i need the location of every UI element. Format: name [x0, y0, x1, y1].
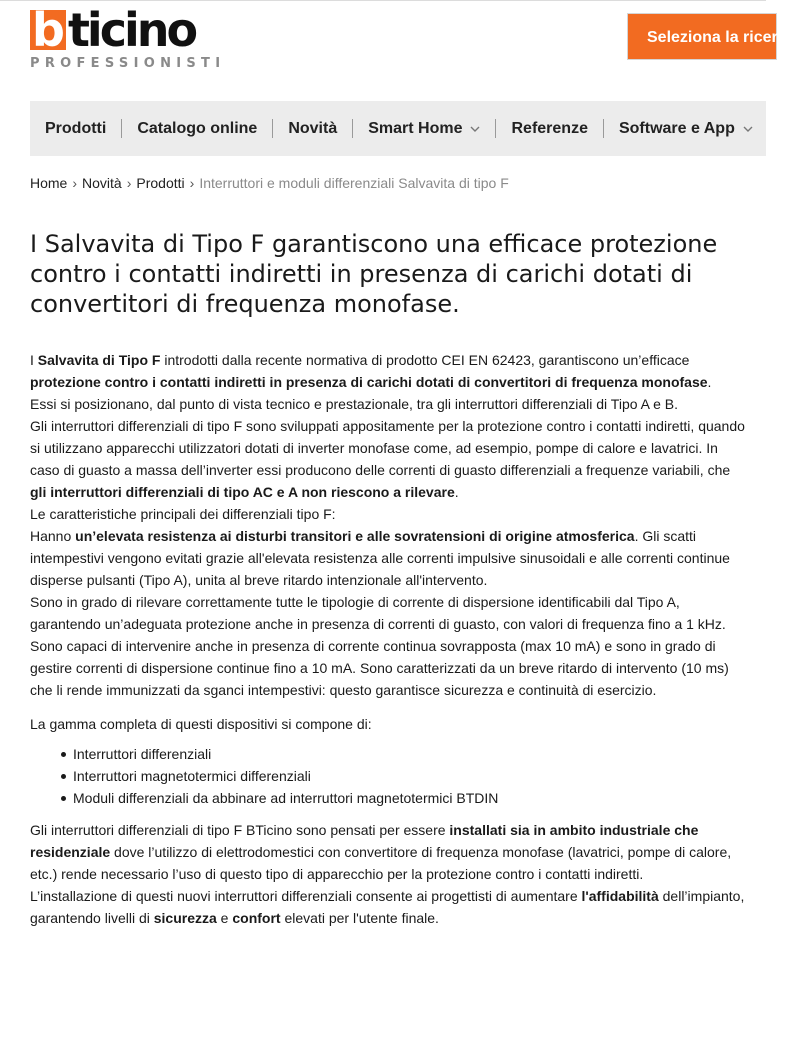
breadcrumb-separator: ›	[189, 175, 195, 191]
breadcrumb-novita[interactable]: Novità	[82, 175, 122, 191]
text-run: I	[30, 352, 38, 368]
nav-label: Novità	[288, 119, 338, 137]
paragraph-resistance	[30, 525, 746, 591]
paragraph-inverter	[30, 415, 746, 503]
text-run: Hanno	[30, 528, 76, 544]
nav-item-software-app[interactable]	[619, 120, 753, 138]
breadcrumb-separator: ›	[126, 175, 132, 191]
paragraph-dc-current: Sono capaci di intervenire anche in presenza di corrente continua sovrapposta (max 10 mA) e sono in grado di gestire correnti di dispersione continue fino a 10 mA. Sono caratterizzati da un breve ritardo di intervento (10 ms) che li rende immunizzati da sganci intempestivi: questo garantisce sicurezza e continuità di esercizio.	[30, 638, 729, 698]
nav-divider	[603, 119, 604, 138]
text-run: . Gli scatti intempestivi vengono evitati grazie all'elevata resistenza alle correnti impulsive sinusoidali e alle correnti continue disperse pulsanti (Tipo A), unita al breve ritardo intenzionale all'intervento.	[30, 528, 730, 588]
breadcrumb-separator: ›	[72, 175, 78, 191]
breadcrumb	[30, 175, 509, 191]
list-item: Interruttori differenziali	[30, 743, 746, 765]
logo-subtitle: PROFESSIONISTI	[30, 56, 226, 71]
article-body	[30, 349, 746, 929]
chevron-down-icon	[743, 124, 753, 134]
text-run: dell’impianto, garantendo livelli di	[30, 888, 745, 926]
text-run: e	[216, 910, 233, 926]
breadcrumb-current: Interruttori e moduli differenziali Salvavita di tipo F	[199, 175, 509, 191]
text-run: L’installazione di questi nuovi interruttori differenziali consente ai progettisti di aumentare	[30, 888, 582, 904]
chevron-down-icon	[470, 124, 480, 134]
nav-item-smart-home[interactable]	[368, 120, 480, 138]
bold-text: un’elevata resistenza ai disturbi transitori e alle sovratensioni di origine atmosferica	[75, 528, 635, 544]
bold-text: confort	[232, 910, 281, 926]
text-run: Gli interruttori differenziali di tipo F BTicino sono pensati per essere	[30, 822, 450, 838]
paragraph-installation-scope	[30, 819, 746, 885]
nav-item-novita[interactable]	[288, 120, 337, 138]
logo-b: b	[30, 10, 66, 50]
paragraph-features-intro: Le caratteristiche principali dei differenziali tipo F:	[30, 506, 336, 522]
text-run: introdotti dalla recente normativa di prodotto CEI EN 62423, garantiscono un’efficace	[160, 352, 690, 368]
nav-label: Prodotti	[45, 119, 107, 137]
select-search-button[interactable]: Seleziona la ricerca	[627, 13, 777, 60]
spacer	[30, 701, 746, 713]
breadcrumb-prodotti[interactable]: Prodotti	[136, 175, 185, 191]
paragraph-detection: Sono in grado di rilevare correttamente tutte le tipologie di corrente di dispersione identificabili dal Tipo A, garantendo un’adeguata protezione anche in presenza di correnti di guasto, con valori di frequenza fino a 1 kHz.	[30, 594, 726, 632]
text-run: elevati per l'utente finale.	[280, 910, 439, 926]
logo-ticino: ticino	[67, 3, 196, 57]
bold-text: protezione contro i contatti indiretti in presenza di carichi dotati di convertitori di frequenza monofase	[30, 374, 708, 390]
text-run: Gli interruttori differenziali di tipo F sono sviluppati appositamente per la protezione contro i contatti indiretti, quando si utilizzano apparecchi utilizzatori dotati di inverter monofase come, ad esempio, pompe di calore e lavatrici. In caso di guasto a massa dell’inverter essi producono delle correnti di guasto differenziali a frequenze variabili, che	[30, 418, 745, 478]
paragraph-reliability	[30, 885, 746, 929]
main-nav	[30, 101, 766, 156]
nav-label: Smart Home	[368, 119, 463, 137]
nav-item-prodotti[interactable]	[45, 120, 106, 138]
nav-divider	[495, 119, 496, 138]
nav-label: Catalogo online	[137, 119, 258, 137]
list-item: Interruttori magnetotermici differenziali	[30, 765, 746, 787]
bold-text: Salvavita di Tipo F	[37, 352, 161, 368]
text-run: .	[454, 484, 459, 500]
bticino-logo[interactable]	[30, 3, 230, 72]
nav-divider	[121, 119, 122, 138]
breadcrumb-home[interactable]: Home	[30, 175, 68, 191]
nav-divider	[272, 119, 273, 138]
page-title: I Salvavita di Tipo F garantiscono una efficace protezione contro i contatti indiretti in presenza di carichi dotati di convertitori di frequenza monofase.	[30, 230, 718, 318]
paragraph-intro	[30, 349, 746, 393]
paragraph-range-intro: La gamma completa di questi dispositivi si compone di:	[30, 716, 372, 732]
nav-label: Referenze	[511, 119, 588, 137]
bold-text: sicurezza	[153, 910, 217, 926]
bold-text: installati sia in ambito industriale che residenziale	[30, 822, 699, 860]
device-list	[30, 743, 746, 809]
nav-divider	[352, 119, 353, 138]
logo-wordmark	[30, 3, 196, 57]
text-run: .	[707, 374, 712, 390]
bold-text: l'affidabilità	[581, 888, 659, 904]
list-item: Moduli differenziali da abbinare ad interruttori magnetotermici BTDIN	[30, 787, 746, 809]
bold-text: gli interruttori differenziali di tipo AC e A non riescono a rilevare	[30, 484, 455, 500]
nav-item-catalogo-online[interactable]	[137, 120, 257, 138]
top-border	[0, 0, 766, 1]
nav-label: Software e App	[618, 119, 735, 137]
nav-item-referenze[interactable]	[511, 120, 587, 138]
paragraph-position: Essi si posizionano, dal punto di vista tecnico e prestazionale, tra gli interruttori differenziali di Tipo A e B.	[30, 396, 678, 412]
text-run: dove l’utilizzo di elettrodomestici con convertitore di frequenza monofase (lavatrici, pompe di calore, etc.) rende necessario l’uso di questo tipo di apparecchio per la protezione contro i contatti indiretti.	[30, 844, 732, 882]
